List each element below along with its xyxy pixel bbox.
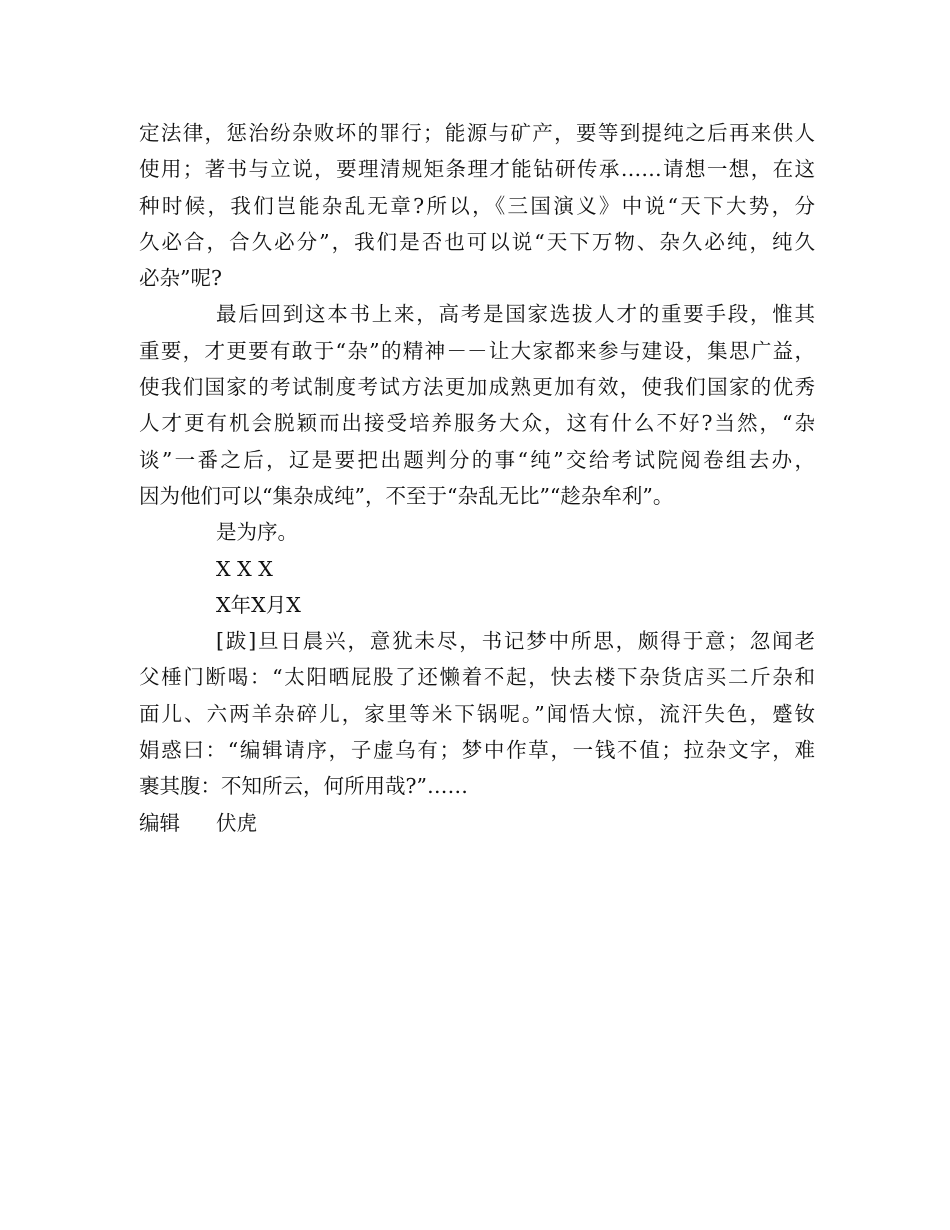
editor-credit: [139, 805, 815, 841]
text-line: 谈”一番之后，辽是要把出题判分的事“纯”交给考试院阅卷组去办，: [139, 447, 815, 472]
text-line: 裹其腹：不知所云，何所用哉?”……: [139, 774, 468, 799]
text-line: 使我们国家的考试制度考试方法更加成熟更加有效，使我们国家的优秀: [139, 375, 815, 400]
author-signature: X X X: [216, 556, 273, 581]
postscript-paragraph: [139, 623, 815, 804]
text-line: [跋]旦日晨兴，意犹未尽，书记梦中所思，颇得于意；忽闻老: [216, 629, 815, 654]
text-line: 重要，才更要有敢于“杂”的精神－－让大家都来参与建设，集思广益，: [139, 338, 815, 363]
editor-label: 编辑: [139, 810, 180, 835]
text-line: 因为他们可以“集杂成纯”，不至于“杂乱无比”“趁杂牟利”。: [139, 483, 674, 508]
paragraph-conclusion: [139, 296, 815, 514]
editor-name: 伏虎: [216, 810, 257, 835]
text-line: 娟惑曰：“编辑请序，子虚乌有；梦中作草，一钱不值；拉杂文字，难: [139, 738, 815, 763]
preface-note: 是为序。: [216, 520, 298, 545]
text-line: 最后回到这本书上来，高考是国家选拔人才的重要手段，惟其: [216, 302, 815, 327]
text-line: 必杂”呢?: [139, 266, 222, 291]
text-line: 久必合，合久必分”，我们是否也可以说“天下万物、杂久必纯，纯久: [139, 229, 815, 254]
paragraph-continuation: [139, 115, 815, 296]
text-line: 人才更有机会脱颖而出接受培养服务大众，这有什么不好?当然，“杂: [139, 411, 815, 436]
signature-date: X年X月X: [216, 592, 301, 617]
text-line: 面儿、六两羊杂碎儿，家里等米下锅呢。”闻悟大惊，流汗失色，蹙钕: [139, 701, 815, 726]
text-line: 使用；著书与立说，要理清规矩条理才能钻研传承……请想一想，在这: [139, 157, 815, 182]
text-line: 定法律，惩治纷杂败坏的罪行；能源与矿产，要等到提纯之后再来供人: [139, 121, 815, 145]
text-line: 父棰门断喝：“太阳晒屁股了还懒着不起，快去楼下杂货店买二斤杂和: [139, 665, 815, 690]
text-line: 种时候，我们岂能杂乱无章?所以，《三国演义》中说“天下大势，分: [139, 193, 815, 218]
document-body: [139, 115, 815, 841]
